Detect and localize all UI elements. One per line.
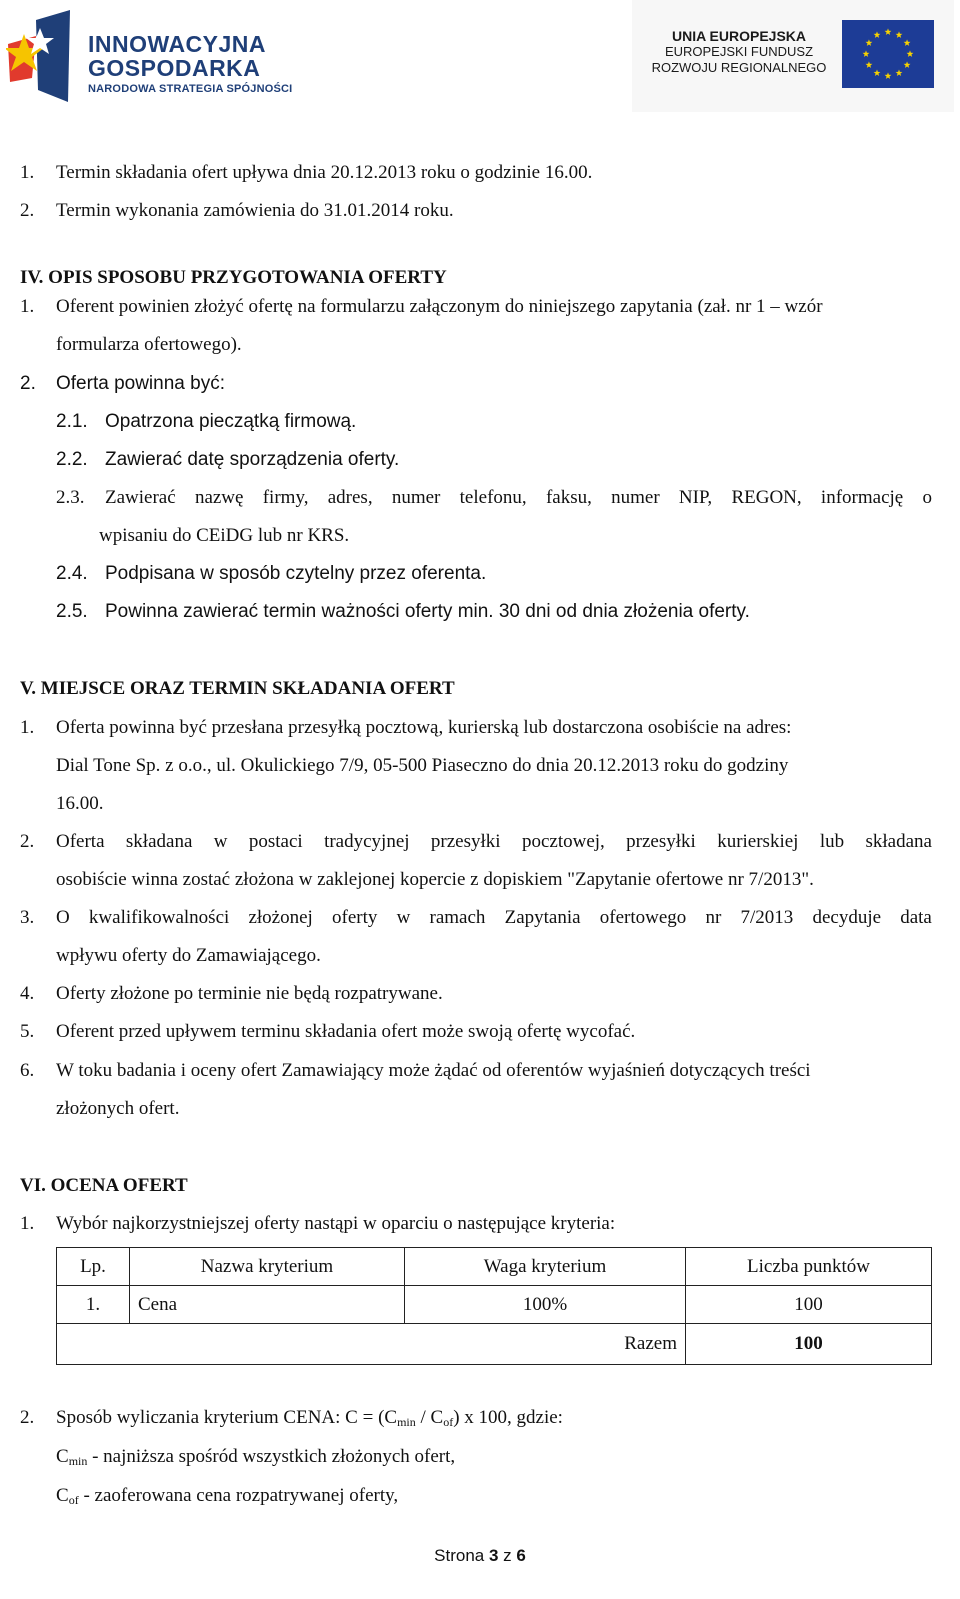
subitem-number: 2.1. bbox=[56, 411, 88, 432]
definition-text: - najniższa spośród wszystkich złożonych ofert, bbox=[87, 1446, 456, 1467]
section-v-item-4 bbox=[20, 983, 443, 1005]
item-text: W toku badania i oceny ofert Zamawiający może żądać od oferentów wyjaśnień dotyczących treści bbox=[56, 1060, 811, 1081]
section-v-item-2 bbox=[20, 831, 932, 853]
section-iv-title: IV. OPIS SPOSOBU PRZYGOTOWANIA OFERTY bbox=[20, 267, 447, 288]
item-text: Oferta powinna być: bbox=[56, 373, 225, 394]
item-number: 1. bbox=[20, 296, 35, 317]
logo-line-2: GOSPODARKA bbox=[88, 55, 261, 81]
item-text: Wybór najkorzystniejszej oferty nastąpi w oparciu o następujące kryteria: bbox=[56, 1213, 616, 1234]
symbol-sub: min bbox=[68, 1454, 88, 1468]
section-iv-item-1 bbox=[20, 296, 823, 318]
item-number: 2. bbox=[20, 831, 35, 852]
item-number: 4. bbox=[20, 983, 35, 1004]
subitem-number: 2.2. bbox=[56, 449, 88, 470]
page-number: 3 bbox=[488, 1546, 499, 1565]
formula-text bbox=[56, 1407, 563, 1433]
section-v-item-2-cont: osobiście winna zostać złożona w zaklejonej kopercie z dopiskiem "Zapytanie ofertowe nr 7/2013". bbox=[56, 869, 814, 890]
formula-mid: / C bbox=[415, 1407, 444, 1428]
eu-line-3: ROZWOJU REGIONALNEGO bbox=[651, 60, 827, 75]
section-v-item-1 bbox=[20, 717, 792, 739]
table-header-cell: Liczba punktów bbox=[686, 1248, 932, 1286]
item-text: Oferta składana w postaci tradycyjnej przesyłki pocztowej, przesyłki kurierskiej lub składana bbox=[56, 831, 932, 852]
section-v-item-3 bbox=[20, 907, 932, 929]
item-number: 1. bbox=[20, 1213, 35, 1234]
symbol-sub: of bbox=[68, 1493, 79, 1507]
item-number: 1. bbox=[20, 162, 35, 183]
eu-line-1: UNIA EUROPEJSKA bbox=[671, 28, 807, 44]
table-header-row bbox=[57, 1248, 932, 1286]
table-cell: 100 bbox=[686, 1286, 932, 1324]
criteria-table bbox=[56, 1247, 932, 1365]
subitem-2-3-cont: wpisaniu do CEiDG lub nr KRS. bbox=[99, 525, 350, 546]
item-text: Oferty złożone po terminie nie będą rozpatrywane. bbox=[56, 983, 443, 1004]
item-number: 6. bbox=[20, 1060, 35, 1081]
subitem-text: Opatrzona pieczątką firmową. bbox=[105, 411, 357, 432]
definition-text: - zaoferowana cena rozpatrywanej oferty, bbox=[78, 1485, 399, 1506]
section-v-item-1-cont: Dial Tone Sp. z o.o., ul. Okulickiego 7/9, 05-500 Piaseczno do dnia 20.12.2013 roku do godziny bbox=[56, 755, 789, 776]
star-logo-icon bbox=[6, 8, 78, 104]
item-text: Oferta powinna być przesłana przesyłką pocztową, kurierską lub dostarczona osobiście na adres: bbox=[56, 717, 792, 738]
table-total-row bbox=[57, 1324, 932, 1365]
top-item-1 bbox=[20, 162, 593, 184]
item-number: 5. bbox=[20, 1021, 35, 1042]
item-text: O kwalifikowalności złożonej oferty w ramach Zapytania ofertowego nr 7/2013 decyduje data bbox=[56, 907, 932, 928]
subitem-2-4 bbox=[56, 563, 487, 585]
item-text: Oferent przed upływem terminu składania ofert może swoją ofertę wycofać. bbox=[56, 1021, 636, 1042]
table-header-cell: Waga kryterium bbox=[405, 1248, 686, 1286]
formula-sub-of: of bbox=[443, 1415, 454, 1429]
footer-mid: z bbox=[498, 1546, 517, 1565]
top-item-2 bbox=[20, 200, 454, 222]
innowacyjna-gospodarka-logo bbox=[6, 8, 306, 108]
table-cell: Cena bbox=[130, 1286, 405, 1324]
section-v-title: V. MIEJSCE ORAZ TERMIN SKŁADANIA OFERT bbox=[20, 678, 455, 699]
page-footer bbox=[0, 1546, 960, 1566]
subitem-text: Zawierać datę sporządzenia oferty. bbox=[105, 449, 400, 470]
section-v-item-6 bbox=[20, 1060, 811, 1082]
table-header-cell: Lp. bbox=[57, 1248, 130, 1286]
subitem-2-5 bbox=[56, 601, 750, 623]
formula-sub-min: min bbox=[397, 1415, 416, 1429]
symbol: C bbox=[56, 1446, 69, 1467]
subitem-number: 2.4. bbox=[56, 563, 88, 584]
total-label: Razem bbox=[57, 1324, 686, 1365]
logo-line-1: INNOWACYJNA bbox=[88, 31, 267, 57]
subitem-2-3 bbox=[56, 487, 932, 509]
section-iv-item-2 bbox=[20, 373, 225, 395]
section-v-item-3-cont: wpływu oferty do Zamawiającego. bbox=[56, 945, 321, 966]
footer-prefix: Strona bbox=[434, 1546, 489, 1565]
item-text: Termin składania ofert upływa dnia 20.12.2013 roku o godzinie 16.00. bbox=[56, 162, 593, 183]
item-number: 2. bbox=[20, 200, 35, 221]
item-text: Oferent powinien złożyć ofertę na formularzu załączonym do niniejszego zapytania (zał. nr 1 – wzór bbox=[56, 296, 823, 317]
formula-suffix: ) x 100, gdzie: bbox=[453, 1407, 563, 1428]
table-header-cell: Nazwa kryterium bbox=[130, 1248, 405, 1286]
logo-line-3: NARODOWA STRATEGIA SPÓJNOŚCI bbox=[88, 83, 293, 95]
item-number: 3. bbox=[20, 907, 35, 928]
subitem-text: Zawierać nazwę firmy, adres, numer telefonu, faksu, numer NIP, REGON, informację o bbox=[105, 487, 932, 508]
section-vi-item-2 bbox=[20, 1407, 563, 1429]
eu-flag-icon bbox=[842, 20, 934, 88]
section-vi-item-1 bbox=[20, 1213, 616, 1235]
section-vi-title: VI. OCENA OFERT bbox=[20, 1175, 188, 1196]
section-v-item-5 bbox=[20, 1021, 636, 1043]
item-number: 2. bbox=[20, 1407, 35, 1428]
item-text: Termin wykonania zamówienia do 31.01.2014 roku. bbox=[56, 200, 454, 221]
definition-cof bbox=[56, 1485, 398, 1511]
section-iv-item-1-cont: formularza ofertowego). bbox=[56, 334, 242, 355]
definition-cmin bbox=[56, 1446, 455, 1472]
eu-line-2: EUROPEJSKI FUNDUSZ bbox=[664, 44, 814, 59]
subitem-number: 2.5. bbox=[56, 601, 88, 622]
subitem-text: Powinna zawierać termin ważności oferty min. 30 dni od dnia złożenia oferty. bbox=[105, 601, 750, 622]
formula-prefix: Sposób wyliczania kryterium CENA: C = (C bbox=[56, 1407, 398, 1428]
item-number: 2. bbox=[20, 373, 36, 394]
subitem-2-1 bbox=[56, 411, 357, 433]
symbol: C bbox=[56, 1485, 69, 1506]
section-v-item-1-cont2: 16.00. bbox=[56, 793, 104, 814]
subitem-2-2 bbox=[56, 449, 400, 471]
table-row bbox=[57, 1286, 932, 1324]
table-cell: 100% bbox=[405, 1286, 686, 1324]
eu-logo bbox=[632, 0, 954, 112]
subitem-number: 2.3. bbox=[56, 487, 85, 508]
page-total: 6 bbox=[516, 1546, 526, 1565]
item-number: 1. bbox=[20, 717, 35, 738]
section-v-item-6-cont: złożonych ofert. bbox=[56, 1098, 180, 1119]
subitem-text: Podpisana w sposób czytelny przez oferenta. bbox=[105, 563, 487, 584]
table-cell: 1. bbox=[57, 1286, 130, 1324]
total-value: 100 bbox=[686, 1324, 932, 1365]
